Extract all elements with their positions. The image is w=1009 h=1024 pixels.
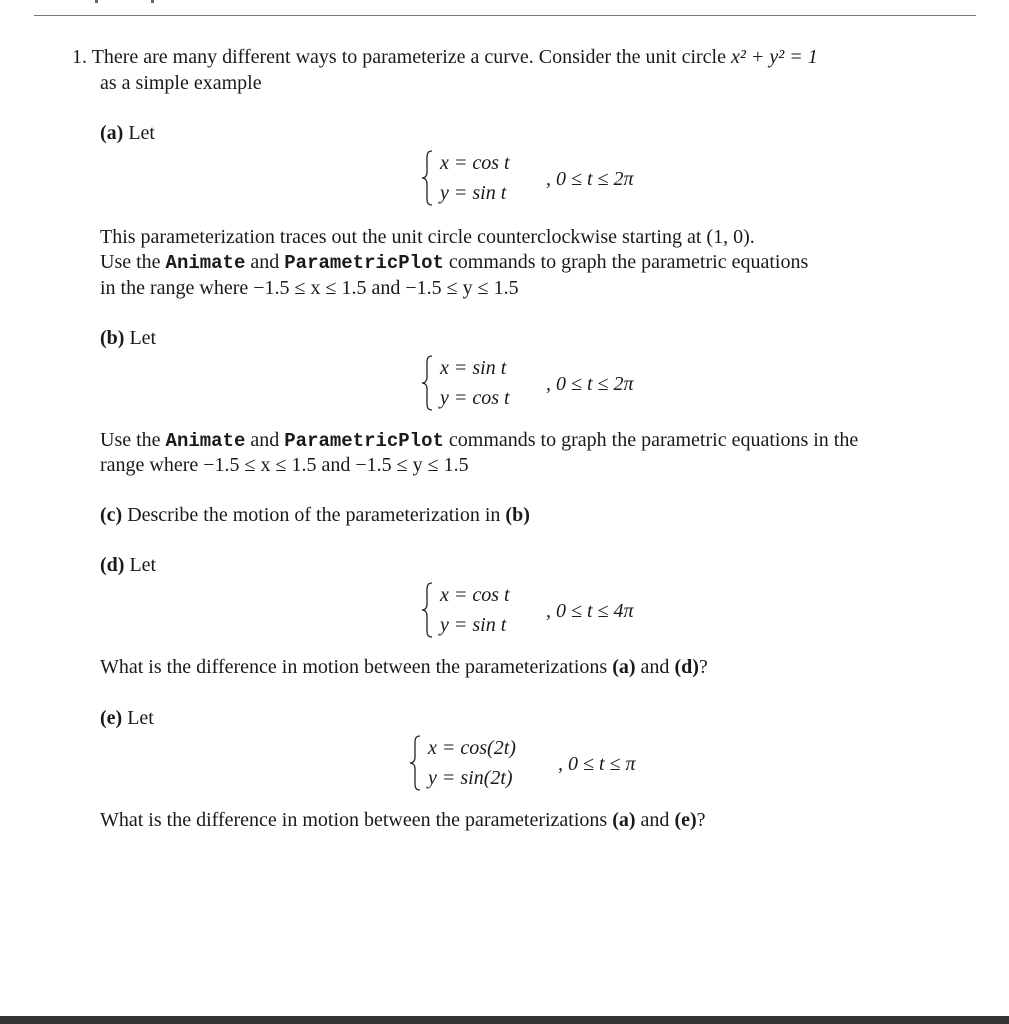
part-b-text-2: range where −1.5 ≤ x ≤ 1.5 and −1.5 ≤ y ≤ 1.5	[100, 454, 469, 476]
part-c-ref: (b)	[505, 504, 530, 526]
cropped-text-fragment	[95, 0, 155, 4]
part-d-eq-x: x = cos t	[440, 584, 510, 606]
part-a-eq-x: x = cos t	[440, 152, 510, 174]
part-e-system	[408, 735, 688, 791]
part-c-text: Describe the motion of the parameterization in	[127, 504, 501, 526]
brace-icon	[408, 735, 422, 791]
part-e-ref-a: (a)	[612, 809, 636, 831]
part-e-label: (e)	[100, 707, 123, 729]
intro-continuation: as a simple example	[100, 72, 262, 94]
part-a-and: and	[250, 251, 280, 273]
part-a-text-2-pre: Use the	[100, 251, 161, 273]
part-d-label: (d)	[100, 554, 125, 576]
part-d-eq-y: y = sin t	[440, 614, 507, 636]
part-a-let: Let	[128, 122, 155, 144]
part-c	[100, 503, 530, 527]
part-b-system	[420, 355, 670, 411]
part-e-ref-e: (e)	[674, 809, 697, 831]
part-a-range: , 0 ≤ t ≤ 2π	[546, 168, 634, 190]
problem-number: 1.	[72, 46, 87, 68]
part-b-range: , 0 ≤ t ≤ 2π	[546, 373, 634, 395]
part-e-range: , 0 ≤ t ≤ π	[558, 753, 636, 775]
part-a-text-2-post: commands to graph the parametric equations	[448, 251, 809, 273]
problem-intro	[72, 45, 818, 69]
part-d-and: and	[640, 656, 670, 678]
parametricplot-command: ParametricPlot	[284, 430, 444, 452]
part-b-text-1-pre: Use the	[100, 429, 161, 451]
part-d-question-text: What is the difference in motion between the parameterizations	[100, 656, 608, 678]
part-e-question	[100, 808, 706, 832]
part-b-label: (b)	[100, 327, 125, 349]
part-b-heading	[100, 326, 156, 350]
part-b-eq-x: x = sin t	[440, 357, 507, 379]
part-a-system	[420, 150, 670, 206]
part-e-question-text: What is the difference in motion between the parameterizations	[100, 809, 608, 831]
part-e-heading	[100, 706, 154, 730]
part-a-heading	[100, 121, 155, 145]
part-b-text-1-post: commands to graph the parametric equations in the	[448, 429, 859, 451]
part-d-let: Let	[129, 554, 157, 576]
part-d-ref-a: (a)	[612, 656, 636, 678]
part-b-eq-y: y = cos t	[440, 387, 510, 409]
part-e-qmark: ?	[696, 809, 706, 831]
part-d-qmark: ?	[698, 656, 708, 678]
part-a-eq-y: y = sin t	[440, 182, 507, 204]
part-d-system	[420, 582, 670, 638]
part-a-label: (a)	[100, 122, 124, 144]
animate-command: Animate	[165, 252, 246, 274]
part-a-text-3: in the range where −1.5 ≤ x ≤ 1.5 and −1.5 ≤ y ≤ 1.5	[100, 277, 519, 299]
header-rule	[34, 15, 976, 16]
part-e-eq-y: y = sin(2t)	[428, 767, 513, 789]
part-d-range: , 0 ≤ t ≤ 4π	[546, 600, 634, 622]
part-e-and: and	[640, 809, 670, 831]
intro-text: There are many different ways to parameterize a curve. Consider the unit circle	[91, 46, 726, 68]
part-a-text-2	[100, 250, 808, 275]
part-b-and: and	[250, 429, 280, 451]
brace-icon	[420, 582, 434, 638]
part-e-let: Let	[127, 707, 154, 729]
bottom-scrollbar[interactable]	[0, 1016, 1009, 1024]
part-b-let: Let	[129, 327, 157, 349]
part-d-ref-d: (d)	[674, 656, 699, 678]
part-e-eq-x: x = cos(2t)	[428, 737, 516, 759]
part-d-heading	[100, 553, 156, 577]
part-b-text-1	[100, 428, 858, 453]
part-d-question	[100, 655, 708, 679]
intro-equation: x² + y² = 1	[730, 46, 818, 68]
part-a-text-1: This parameterization traces out the unit circle counterclockwise starting at (1, 0).	[100, 226, 755, 248]
brace-icon	[420, 150, 434, 206]
animate-command: Animate	[165, 430, 246, 452]
parametricplot-command: ParametricPlot	[284, 252, 444, 274]
brace-icon	[420, 355, 434, 411]
part-c-label: (c)	[100, 504, 123, 526]
